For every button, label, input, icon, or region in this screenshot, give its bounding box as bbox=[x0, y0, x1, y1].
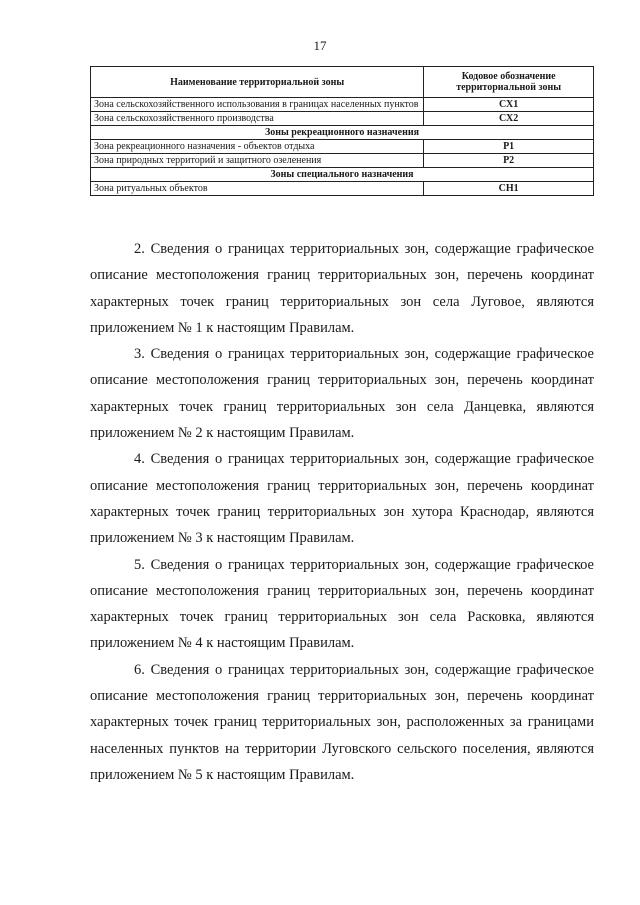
zone-name-cell: Зона рекреационного назначения - объектов отдыха bbox=[91, 140, 424, 154]
zone-name-cell: Зона природных территорий и защитного озеленения bbox=[91, 154, 424, 168]
document-body bbox=[90, 236, 594, 788]
paragraph-4: 4. Сведения о границах территориальных зон, содержащие графическое описание местоположения границ территориальных зон, перечень координат характерных точек границ территориальных зон хутора Краснодар, являются приложением № 3 к настоящим Правилам. bbox=[90, 451, 594, 547]
zone-code-cell: Р1 bbox=[424, 140, 594, 154]
zone-code-cell: Р2 bbox=[424, 154, 594, 168]
table-section-row bbox=[91, 126, 594, 140]
table-header-row bbox=[91, 67, 594, 98]
section-title-recreational: Зоны рекреационного назначения bbox=[91, 126, 594, 140]
zone-code-cell: СХ1 bbox=[424, 98, 594, 112]
header-zone-code: Кодовое обозначение территориальной зоны bbox=[424, 67, 594, 98]
paragraph-5: 5. Сведения о границах территориальных зон, содержащие графическое описание местоположения границ территориальных зон, перечень координат характерных точек границ территориальных зон села Расковка, являются приложением № 4 к настоящим Правилам. bbox=[90, 556, 594, 652]
table-row bbox=[91, 154, 594, 168]
page-number: 17 bbox=[313, 38, 327, 53]
table-row bbox=[91, 182, 594, 196]
paragraph-6: 6. Сведения о границах территориальных зон, содержащие графическое описание местоположения границ территориальных зон, перечень координат характерных точек границ территориальных зон, расположенных за границами населенных пунктов на территории Луговского сельского поселения, являются приложением № 5 к настоящим Правилам. bbox=[90, 661, 594, 783]
table-section-row bbox=[91, 168, 594, 182]
zone-name-cell: Зона сельскохозяйственного производства bbox=[91, 112, 424, 126]
paragraph-2: 2. Сведения о границах территориальных зон, содержащие графическое описание местоположения границ территориальных зон, перечень координат характерных точек границ территориальных зон села Луговое, являются приложением № 1 к настоящим Правилам. bbox=[90, 241, 594, 336]
zone-code-cell: СХ2 bbox=[424, 112, 594, 126]
zone-code-cell: СН1 bbox=[424, 182, 594, 196]
zone-name-cell: Зона ритуальных объектов bbox=[91, 182, 424, 196]
header-zone-name: Наименование территориальной зоны bbox=[91, 67, 424, 98]
section-title-special: Зоны специального назначения bbox=[91, 168, 594, 182]
paragraph-3: 3. Сведения о границах территориальных зон, содержащие графическое описание местоположения границ территориальных зон, перечень координат характерных точек границ территориальных зон села Данцевка, являются приложением № 2 к настоящим Правилам. bbox=[90, 346, 594, 442]
table-row bbox=[91, 112, 594, 126]
territorial-zones-table bbox=[90, 66, 594, 196]
zone-name-cell: Зона сельскохозяйственного использования в границах населенных пунктов bbox=[91, 98, 424, 112]
table-row bbox=[91, 140, 594, 154]
table-row bbox=[91, 98, 594, 112]
